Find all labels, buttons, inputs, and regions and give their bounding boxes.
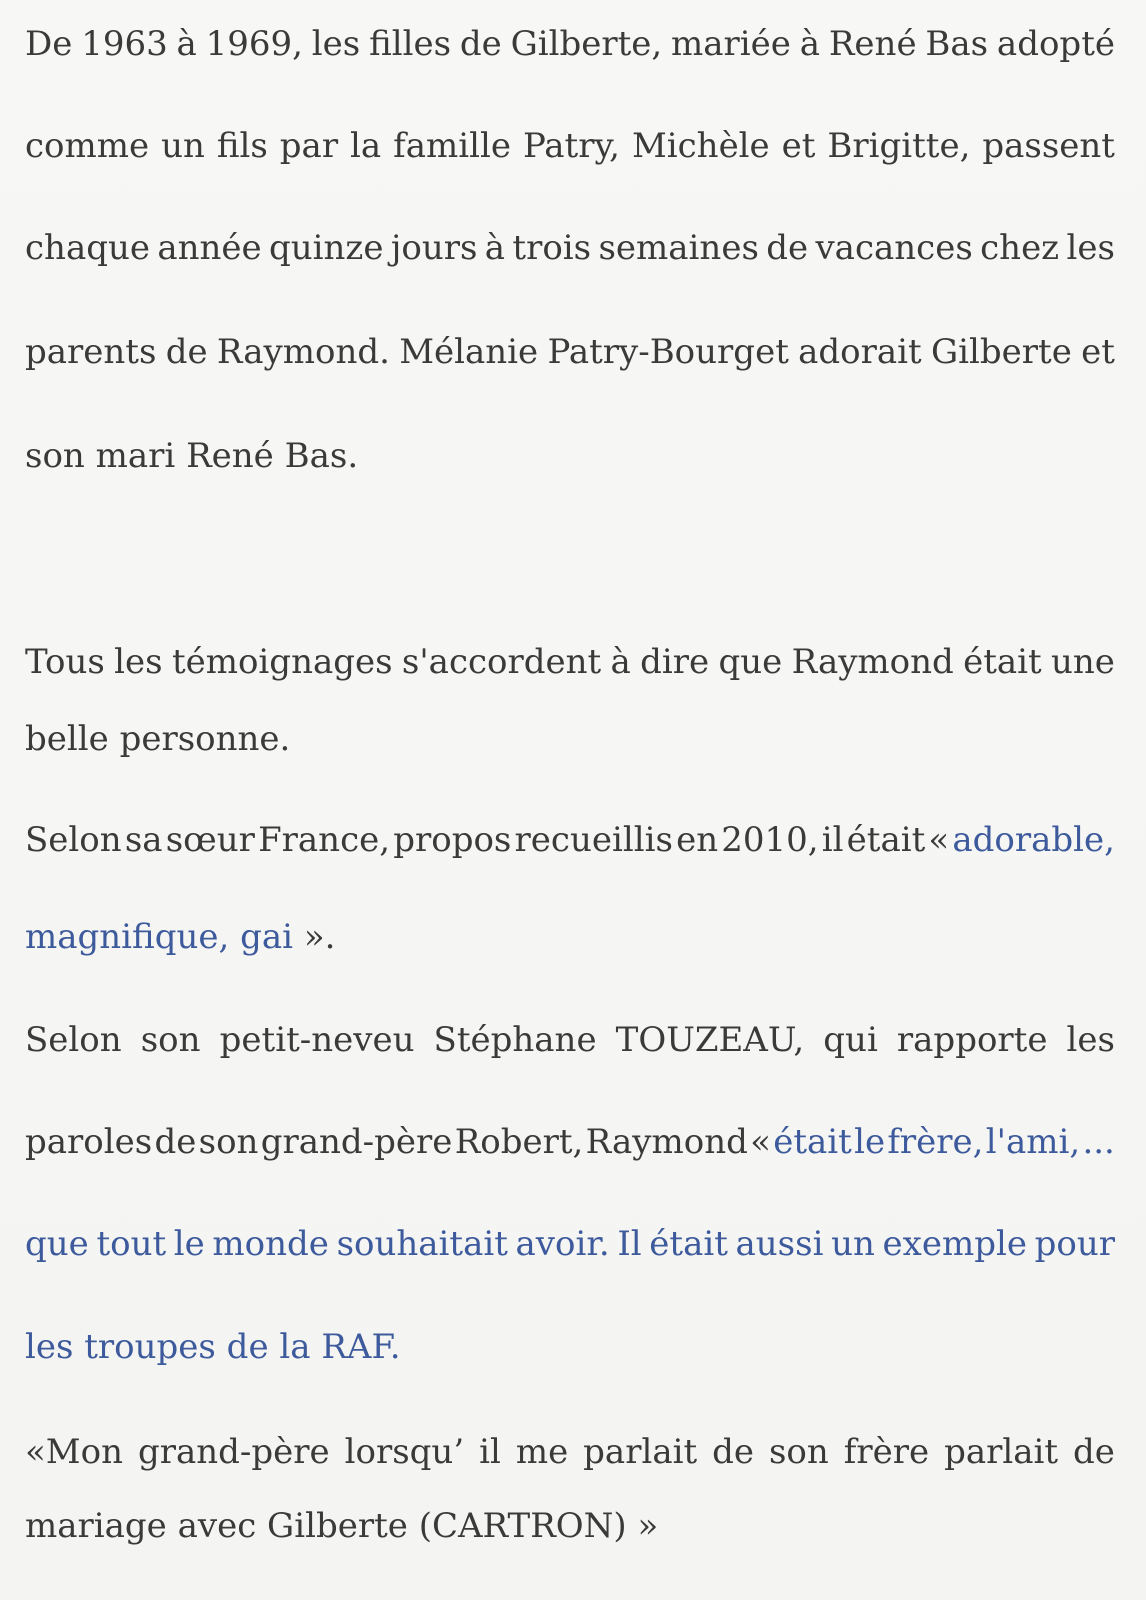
word: parents [25,332,157,372]
word: petit-neveu [219,1020,415,1060]
word: de [1073,1432,1115,1472]
text-line [25,1430,1115,1474]
quoted-word: aussi [735,1224,824,1264]
word: les [1066,1020,1115,1060]
word: Selon [25,820,122,860]
word: qui [823,1020,878,1060]
word: « [928,820,950,860]
text-segment: ». [293,917,336,957]
quoted-word: Il [617,1224,642,1264]
word: les [311,24,361,64]
word: parlait [944,1432,1059,1472]
text-line [25,915,1115,959]
word: Raymond [585,1122,748,1162]
word: la [350,126,382,166]
text-line [25,1120,1115,1164]
word: mariée [671,24,791,64]
word: les [114,642,163,682]
quoted-word: adorable, [952,820,1115,860]
word: France, [258,820,391,860]
text-line [25,124,1115,168]
word: son [140,1020,201,1060]
word: frère [843,1432,930,1472]
text-line [25,1222,1115,1266]
word: de [712,1432,755,1472]
quoted-word: monde [212,1224,329,1264]
word: Bas [925,24,989,64]
word: que [718,642,783,682]
word: Stéphane [433,1020,597,1060]
word: à [176,24,197,64]
word: année [157,228,262,268]
word: Michèle [631,126,770,166]
word: jours [390,228,478,268]
word: et [1081,332,1115,372]
text-line [25,1504,1115,1548]
text-line [25,226,1115,270]
word: Tous [25,642,105,682]
word: de [766,228,809,268]
word: fils [216,126,268,166]
word: un [161,126,205,166]
quoted-word: était [773,1122,852,1162]
quoted-word: le [854,1122,886,1162]
quoted-word: avoir. [515,1224,610,1264]
word: filles [369,24,452,64]
word: parlait [583,1432,698,1472]
word: en [676,820,719,860]
quoted-word: souhaitait [336,1224,508,1264]
word: passent [982,126,1115,166]
word: 2010, [721,820,819,860]
word: chaque [25,228,150,268]
word: grand-père [260,1122,453,1162]
quoted-word: tout [96,1224,167,1264]
word: une [1051,642,1115,682]
word: témoignages [171,642,393,682]
word: Raymond. [216,332,390,372]
text-line [25,640,1115,684]
word: semaines [598,228,759,268]
quoted-text: les troupes de la RAF. [25,1327,401,1367]
word: adopté [996,24,1115,64]
word: son [198,1122,259,1162]
word: Gilberte [931,332,1072,372]
word: Raymond [791,642,954,682]
word: 1963 [81,24,168,64]
text-segment: belle personne. [25,719,291,759]
word: trois [512,228,592,268]
word: à [799,24,821,64]
word: il [479,1432,501,1472]
word: adorait [798,332,922,372]
word: Brigitte, [827,126,971,166]
word: René [828,24,917,64]
word: recueillis [514,820,673,860]
quoted-word: pour [1034,1224,1115,1264]
word: Patry-Bourget [547,332,789,372]
word: propos [393,820,512,860]
quoted-word: le [173,1224,205,1264]
word: rapporte [896,1020,1048,1060]
word: et [781,126,816,166]
word: sœur [165,820,255,860]
word: me [515,1432,569,1472]
word: il [821,820,844,860]
text-line [25,22,1115,66]
word: Patry, [522,126,620,166]
word: TOUZEAU, [615,1020,805,1060]
word: vacances [815,228,973,268]
word: était [963,642,1042,682]
word: s'accordent [401,642,602,682]
word: à [484,228,506,268]
quoted-word: un [831,1224,875,1264]
word: de [154,1122,197,1162]
quoted-word: ... [1082,1122,1115,1162]
text-line [25,330,1115,374]
word: par [279,126,339,166]
word: quinze [269,228,384,268]
word: de [165,332,208,372]
word: était [846,820,926,860]
word: sa [124,820,163,860]
quoted-word: frère, [887,1122,984,1162]
word: De [25,24,73,64]
word: Gilberte, [510,24,663,64]
text-segment: son mari René Bas. [25,436,359,476]
text-segment: mariage avec Gilberte (CARTRON) » [25,1506,659,1546]
word: de [459,24,502,64]
quoted-text: magnifique, gai [25,917,294,957]
quoted-word: était [649,1224,728,1264]
word: famille [393,126,511,166]
word: son [768,1432,829,1472]
word: 1969, [205,24,303,64]
word: Selon [25,1020,122,1060]
quoted-word: l'ami, [985,1122,1081,1162]
quoted-word: que [25,1224,89,1264]
text-line [25,1325,1115,1369]
text-line [25,818,1115,862]
quoted-word: exemple [882,1224,1027,1264]
word: Robert, [454,1122,584,1162]
word: paroles [25,1122,153,1162]
text-line [25,434,1115,478]
word: « [750,1122,771,1162]
word: comme [25,126,150,166]
text-line [25,1018,1115,1062]
word: dire [640,642,710,682]
word: chez [980,228,1060,268]
word: les [1066,228,1115,268]
text-line [25,717,1115,761]
word: à [610,642,631,682]
word: grand-père [137,1432,330,1472]
word: «Mon [25,1432,123,1472]
word: Mélanie [399,332,539,372]
word: lorsqu’ [344,1432,465,1472]
